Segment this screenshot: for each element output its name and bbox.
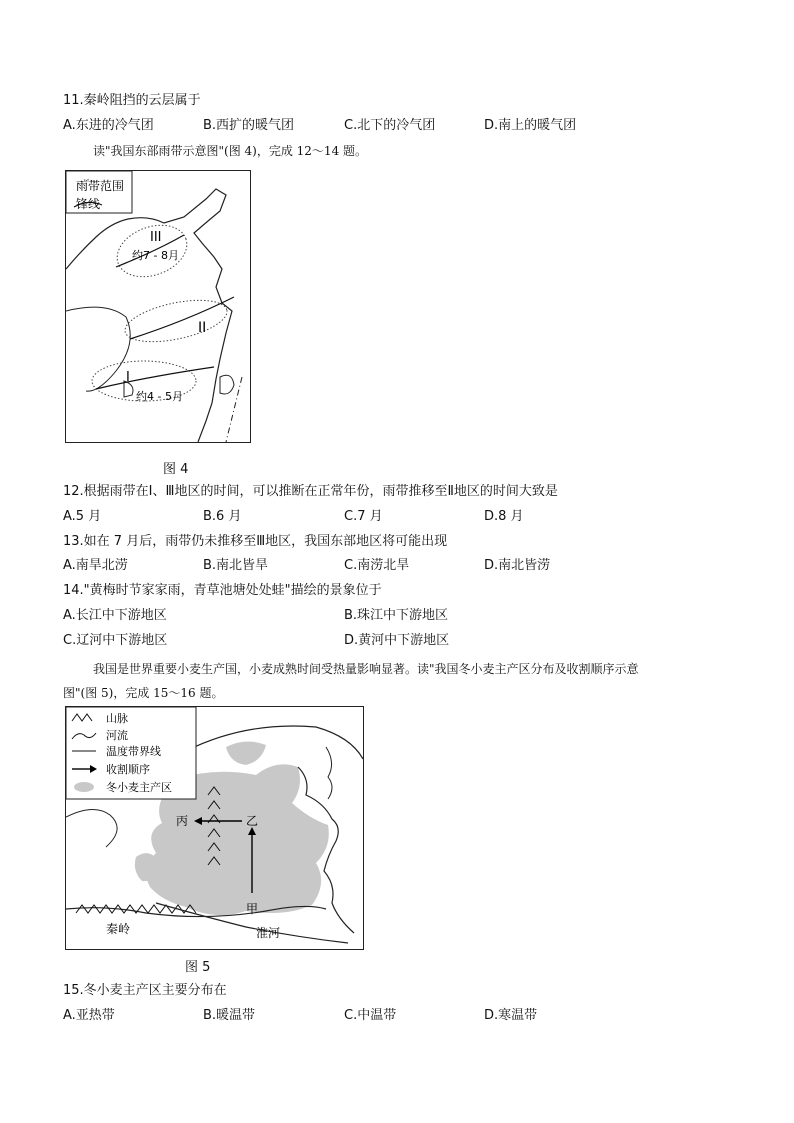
- q13-option-b: B.南北皆旱: [203, 558, 269, 573]
- front-i: [96, 367, 214, 389]
- q15-option-c: C.中温带: [344, 1008, 397, 1023]
- label-qinling: 秦岭: [106, 922, 131, 936]
- q14-stem: 14."黄梅时节家家雨，青草池塘处处蛙"描绘的景象位于: [63, 583, 382, 598]
- taiwan-island: [220, 375, 234, 394]
- region-ii-label: II: [198, 320, 207, 336]
- q14-option-c: C.辽河中下游地区: [63, 633, 168, 648]
- q12-option-b: B.6 月: [203, 509, 242, 524]
- rainband-iii-time: 约7 - 8月: [132, 249, 179, 262]
- q13-option-a: A.南旱北涝: [63, 558, 128, 573]
- wheat-area-north: [226, 741, 266, 765]
- figure-4-caption: 图 4: [163, 462, 189, 477]
- q15-option-a: A.亚热带: [63, 1008, 115, 1023]
- legend-wheat-symbol: [74, 782, 94, 792]
- q13-stem: 13.如在 7 月后，雨带仍未推移至Ⅲ地区，我国东部地区将可能出现: [63, 534, 448, 549]
- legend-river-label: 河流: [106, 729, 128, 742]
- intro-fig4: 读"我国东部雨带示意图"(图 4)，完成 12～14 题。: [93, 144, 368, 158]
- figure-5-caption: 图 5: [185, 960, 211, 975]
- legend-rainband-label: 雨带范围: [76, 179, 125, 193]
- intro-fig5-line2: 图"(图 5)，完成 15～16 题。: [63, 686, 224, 700]
- wheat-map-svg: [66, 707, 363, 949]
- q11-option-c: C.北下的冷气团: [344, 118, 436, 133]
- q13-option-c: C.南涝北旱: [344, 558, 410, 573]
- place-jia: 甲: [246, 902, 259, 916]
- northern-border: [186, 726, 363, 759]
- q12-option-c: C.7 月: [344, 509, 383, 524]
- q11-stem: 11.秦岭阻挡的云层属于: [63, 93, 201, 108]
- legend-wheat-label: 冬小麦主产区: [106, 781, 172, 794]
- q14-option-d: D.黄河中下游地区: [344, 633, 450, 648]
- western-border: [66, 809, 117, 847]
- label-huaihe: 淮河: [256, 926, 281, 940]
- legend-belt-label: 温度带界线: [106, 745, 161, 758]
- q15-option-d: D.寒温带: [484, 1008, 538, 1023]
- legend-harvest-label: 收割顺序: [106, 763, 150, 776]
- figure-5-wheat-map: [65, 706, 364, 950]
- place-yi: 乙: [246, 814, 259, 828]
- legend-mountain-label: 山脉: [106, 712, 128, 725]
- q12-stem: 12.根据雨带在Ⅰ、Ⅲ地区的时间，可以推断在正常年份，雨带推移至Ⅱ地区的时间大致是: [63, 484, 558, 499]
- rainband-i-time: 约4 - 5月: [136, 390, 183, 403]
- legend-front-label: 锋线: [76, 197, 101, 211]
- q15-stem: 15.冬小麦主产区主要分布在: [63, 983, 227, 998]
- rainband-ii: [121, 293, 230, 350]
- q14-option-a: A.长江中下游地区: [63, 608, 167, 623]
- boundary-line: [226, 377, 242, 442]
- rainband-map-svg: [66, 171, 250, 442]
- region-i-label: I: [126, 370, 130, 385]
- inland-border: [66, 307, 130, 391]
- q11-option-d: D.南上的暖气团: [484, 118, 577, 133]
- q15-option-b: B.暖温带: [203, 1008, 256, 1023]
- q13-option-d: D.南北皆涝: [484, 558, 551, 573]
- q11-option-a: A.东进的冷气团: [63, 118, 154, 133]
- intro-fig5-line1: 我国是世界重要小麦生产国，小麦成熟时间受热量影响显著。读"我国冬小麦主产区分布及收割顺序示意: [93, 662, 639, 676]
- q12-option-a: A.5 月: [63, 509, 102, 524]
- q12-option-d: D.8 月: [484, 509, 524, 524]
- peninsula: [326, 747, 332, 799]
- figure-4-rainband-map: [65, 170, 251, 443]
- q14-option-b: B.珠江中下游地区: [344, 608, 449, 623]
- place-bing: 丙: [176, 814, 189, 828]
- region-iii-label: III: [150, 230, 162, 245]
- q11-option-b: B.西扩的暖气团: [203, 118, 295, 133]
